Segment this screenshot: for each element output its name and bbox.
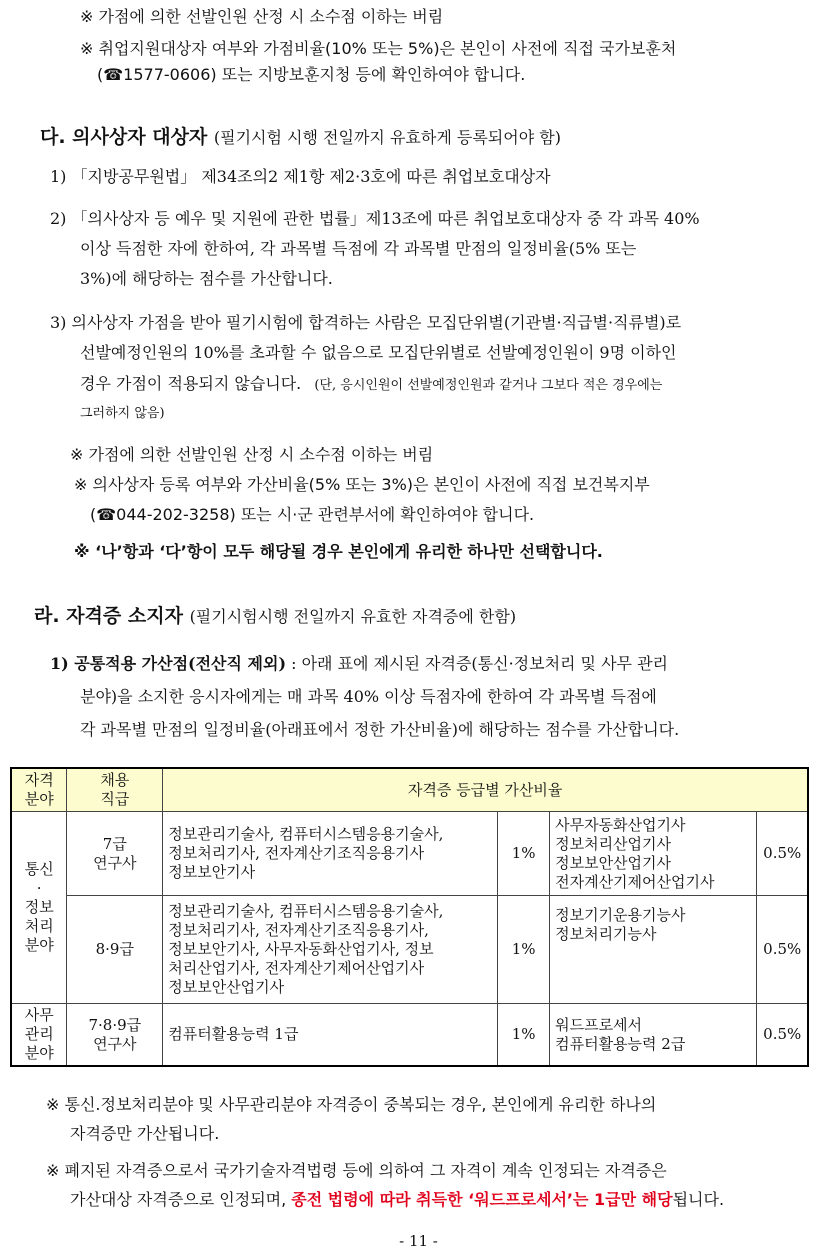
rate-a-cell: 1% — [498, 812, 550, 896]
section-da-item-2-line-1: 2) 「의사상자 등 예우 및 지원에 관한 법률」제13조에 따른 취업보호대상자 중 각 과목 40% — [50, 209, 700, 228]
field-telecom-it: 통신 · 정보 처리 분야 — [11, 812, 67, 1004]
note-duplicate-certs-line-2: 자격증만 가산됩니다. — [70, 1124, 220, 1143]
note-employment-support-contact: (☎1577-0606) 또는 지방보훈지청 등에 확인하여야 합니다. — [97, 65, 526, 84]
certs-a-cell: 정보관리기술사, 컴퓨터시스템응용기술사, 정보처리기사, 전자계산기조직응용기사, 정보보안기사, 사무자동화산업기사, 정보 처리산업기사, 전자계산기제어산업기사 정보보안산업기사 — [163, 896, 498, 1004]
section-da-note-2-contact: (☎044-202-3258) 또는 시·군 관련부서에 확인하여야 합니다. — [90, 505, 535, 524]
note-word-processor-highlight: 종전 법령에 따라 취득한 ‘워드프로세서’는 1급만 해당 — [291, 1190, 673, 1209]
note-abolished-certs-line-2 — [70, 1187, 724, 1210]
rate-b-cell: 0.5% — [757, 812, 808, 896]
section-da-item-3-exception-end: 그러하지 않음) — [80, 406, 165, 421]
note-abolished-certs-line-1: ※ 폐지된 자격증으로서 국가기술자격법령 등에 의하여 그 자격이 계속 인정되는 자격증은 — [46, 1161, 667, 1180]
note-abolished-certs-text: 가산대상 자격증으로 인정되며, — [70, 1190, 292, 1209]
certs-a-cell: 정보관리기술사, 컴퓨터시스템응용기술사, 정보처리기사, 전자계산기조직응용기사 정보보안기사 — [163, 812, 498, 896]
section-da-title: 다. 의사상자 대상자 — [40, 126, 208, 148]
field-office-admin: 사무 관리 분야 — [11, 1004, 67, 1067]
section-da-item-2-line-3: 3%)에 해당하는 점수를 가산합니다. — [80, 269, 333, 288]
certs-b-cell: 워드프로세서 컴퓨터활용능력 2급 — [550, 1004, 757, 1067]
section-da-item-3-text: 경우 가점이 적용되지 않습니다. — [80, 374, 302, 393]
table-header-row — [11, 768, 808, 812]
section-ra-item-1-line-1 — [50, 651, 668, 674]
table-row — [11, 812, 808, 896]
section-da-subtitle: (필기시험 시행 전일까지 유효하게 등록되어야 함) — [213, 128, 561, 147]
section-da-note-choose-one: ※ ‘나’항과 ‘다’항이 모두 해당될 경우 본인에게 유리한 하나만 선택합니다. — [74, 542, 603, 561]
grade-cell: 7·8·9급 연구사 — [67, 1004, 163, 1067]
section-ra-heading — [34, 601, 516, 628]
rate-a-cell: 1% — [498, 896, 550, 1004]
note-abolished-certs-end: 됩니다. — [672, 1190, 725, 1209]
rate-b-cell: 0.5% — [757, 896, 808, 1004]
section-da-item-3-exception: (단, 응시인원이 선발예정인원과 같거나 그보다 적은 경우에는 — [314, 378, 663, 393]
section-ra-title: 라. 자격증 소지자 — [34, 605, 183, 627]
header-grade: 채용 직급 — [67, 768, 163, 812]
certificate-bonus-table — [10, 767, 809, 1067]
grade-cell: 7급 연구사 — [67, 812, 163, 896]
section-da-note-2: ※ 의사상자 등록 여부와 가산비율(5% 또는 3%)은 본인이 사전에 직접 보건복지부 — [74, 475, 650, 494]
section-ra-item-1-text: : 아래 표에 제시된 자격증(통신·정보처리 및 사무 관리 — [286, 654, 669, 673]
certs-b-cell: 사무자동화산업기사 정보처리산업기사 정보보안산업기사 전자계산기제어산업기사 — [550, 812, 757, 896]
note-employment-support: ※ 취업지원대상자 여부와 가점비율(10% 또는 5%)은 본인이 사전에 직접 국가보훈처 — [80, 39, 677, 58]
section-ra-subtitle: (필기시험시행 전일까지 유효한 자격증에 한함) — [189, 607, 517, 626]
rate-a-cell: 1% — [498, 1004, 550, 1067]
certs-b-cell: 정보기기운용기능사 정보처리기능사 — [550, 896, 757, 1004]
grade-cell: 8·9급 — [67, 896, 163, 1004]
section-da-item-2-line-2: 이상 득점한 자에 한하여, 각 과목별 득점에 각 과목별 만점의 일정비율(5% 또는 — [80, 239, 637, 258]
section-da-item-3-line-3 — [80, 371, 662, 394]
section-da-item-1: 1) 「지방공무원법」 제34조의2 제1항 제2·3호에 따른 취업보호대상자 — [50, 167, 551, 186]
section-ra-item-1-label: 1) 공통적용 가산점(전산직 제외) — [50, 654, 287, 673]
certs-a-cell: 컴퓨터활용능력 1급 — [163, 1004, 498, 1067]
section-da-note-1: ※ 가점에 의한 선발인원 산정 시 소수점 이하는 버림 — [70, 445, 434, 464]
header-bonus-rate: 자격증 등급별 가산비율 — [163, 768, 808, 812]
table-row — [11, 1004, 808, 1067]
section-ra-item-1-line-3: 각 과목별 만점의 일정비율(아래표에서 정한 가산비율)에 해당하는 점수를 가산합니다. — [80, 720, 680, 739]
rate-b-cell: 0.5% — [757, 1004, 808, 1067]
table-row — [11, 896, 808, 1004]
section-ra-item-1-line-2: 분야)을 소지한 응시자에게는 매 과목 40% 이상 득점자에 한하여 각 과목별 득점에 — [80, 687, 657, 706]
section-da-heading — [40, 122, 561, 149]
section-da-item-3-line-2: 선발예정인원의 10%를 초과할 수 없음으로 모집단위별로 선발예정인원이 9명 이하인 — [80, 343, 677, 362]
section-da-item-3-line-1: 3) 의사상자 가점을 받아 필기시험에 합격하는 사람은 모집단위별(기관별·직급별·직류별)로 — [50, 313, 682, 332]
note-decimal-rounding: ※ 가점에 의한 선발인원 산정 시 소수점 이하는 버림 — [80, 7, 444, 26]
header-field: 자격 분야 — [11, 768, 67, 812]
page-number: - 11 - — [399, 1232, 438, 1250]
note-duplicate-certs-line-1: ※ 통신.정보처리분야 및 사무관리분야 자격증이 중복되는 경우, 본인에게 유리한 하나의 — [46, 1095, 657, 1114]
